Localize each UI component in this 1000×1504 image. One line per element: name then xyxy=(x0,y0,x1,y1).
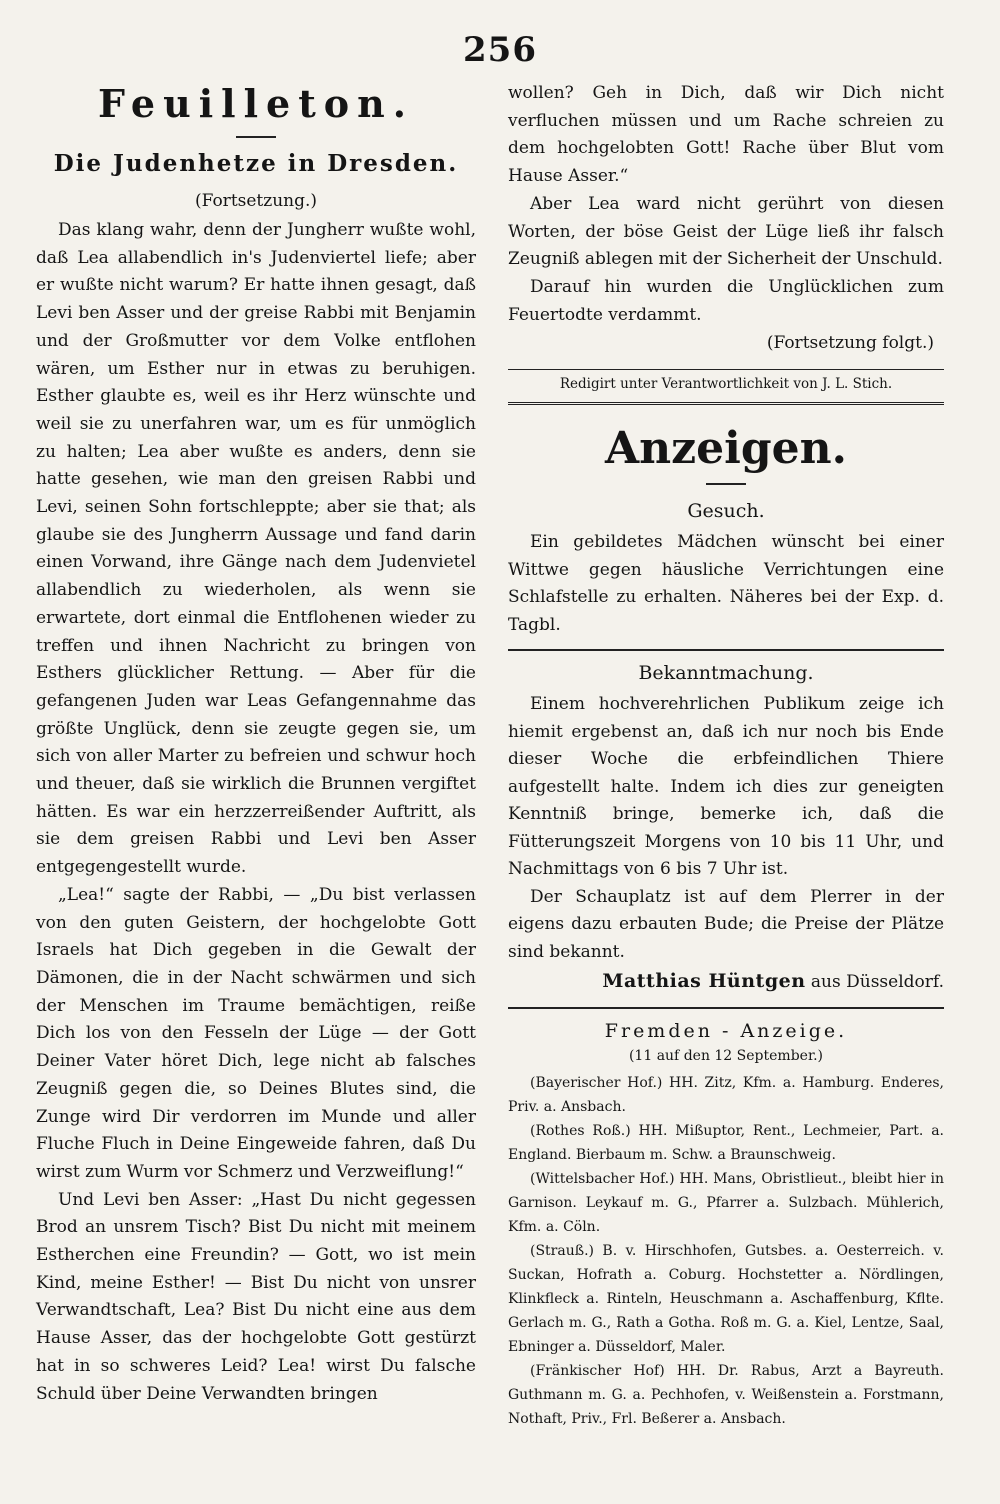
article-paragraph: Darauf hin wurden die Unglücklichen zum Feuertodte verdammt. xyxy=(508,276,944,325)
signature-place: aus Düsseldorf. xyxy=(810,972,944,993)
continued-note: (Fortsetzung.) xyxy=(194,191,318,211)
left-column xyxy=(36,80,476,1408)
bekanntmachung-title: Bekanntmachung. xyxy=(638,662,814,685)
signature-name: Matthias Hüntgen xyxy=(602,970,806,993)
ads-heading: Anzeigen. xyxy=(605,423,847,475)
article-paragraph: „Lea!“ sagte der Rabbi, — „Du bist verlassen von den guten Geistern, der hochgelobte Gott Israels hat Dich gegeben in die Gewalt der Dämonen, die in der Nacht schwärmen und sich der Menschen im Traume bemächtigen, reiße Dich los von den Fesseln der Lüge — der Gott Deiner Vater höret Dich, lege nicht ab falsches Zeugniß gegen die, so Deines Blutes sind, die Zunge wird Dir verdorren im Munde und aller Fluche Fluch in Deine Eingeweide fahren, daß Du wirst zum Wurm vor Schmerz und Verzweiflung!“ xyxy=(36,884,476,1182)
editor-line: Redigirt unter Verantwortlichkeit von J. L. Stich. xyxy=(559,376,893,393)
fremden-subtitle: (11 auf den 12 September.) xyxy=(628,1048,824,1065)
divider xyxy=(706,483,746,485)
divider xyxy=(508,402,944,405)
divider xyxy=(236,136,276,138)
divider xyxy=(508,649,944,651)
article-title: Die Judenhetze in Dresden. xyxy=(53,150,459,177)
bekanntmachung-text: Der Schauplatz ist auf dem Plerrer in der eigens dazu erbauten Bude; die Preise der Plätze sind bekannt. xyxy=(508,886,944,962)
gesuch-text: Ein gebildetes Mädchen wünscht bei einer Wittwe gegen häusliche Verrichtungen eine Schlafstelle zu erhalten. Näheres bei der Exp. d. Tagbl. xyxy=(508,532,944,635)
article-paragraph: Das klang wahr, denn der Jungherr wußte wohl, daß Lea allabendlich in's Judenviertel liefe; aber er wußte nicht warum? Er hatte ihnen gesagt, daß Levi ben Asser und der greise Rabbi mit Benjamin und der Großmutter vor dem Volke entflohen wären, um Esther nur in etwas zu beruhigen. Esther glaubte es, weil es ihr Herz wünschte und weil sie zu unerfahren war, um es für unmöglich zu halten; Lea aber wußte es anders, denn sie hatte gesehen, wie man den greisen Rabbi und Levi, seinen Sohn fortschleppte; aber sie that; als glaube sie des Jungherrn Aussage und fand darin einen Vorwand, ihre Gänge nach dem Judenvietel allabendlich zu wiederholen, als wenn sie erwartete, dort einmal die Entflohenen wieder zu treffen und ihnen Nachricht zu bringen von Esthers glücklicher Rettung. — Aber für die gefangenen Juden war Leas Gefangennahme das größte Unglück, denn sie zeugte gegen sie, um sich von aller Marter zu befreien und schwur hoch und theuer, daß sie wirklich die Brunnen vergiftet hätten. Es war ein herzzerreißender Auftritt, als sie dem greisen Rabbi und Levi ben Asser entgegengestellt wurde. xyxy=(36,220,476,878)
fremden-entry: (Wittelsbacher Hof.) HH. Mans, Obristlieut., bleibt hier in Garnison. Leykauf m. G., Pfarrer a. Sulzbach. Mühlerich, Kfm. a. Cöln. xyxy=(508,1171,944,1236)
divider xyxy=(508,369,944,370)
fremden-entry: (Fränkischer Hof) HH. Dr. Rabus, Arzt a Bayreuth. Guthmann m. G. a. Pechhofen, v. Weißenstein a. Forstmann, Nothaft, Priv., Frl. Beßerer a. Ansbach. xyxy=(508,1363,944,1428)
feuilleton-heading: Feuilleton. xyxy=(98,81,414,126)
article-paragraph: Und Levi ben Asser: „Hast Du nicht gegessen Brod an unsrem Tisch? Bist Du nicht mit meinem Estherchen eine Freundin? — Gott, wo ist mein Kind, meine Esther! — Bist Du nicht von unsrer Verwandtschaft, Lea? Bist Du nicht eine aus dem Hause Asser, das der hochgelobte Gott gestürzt hat in so schweres Leid? Lea! wirst Du falsche Schuld über Deine Verwandten bringen xyxy=(36,1189,476,1404)
article-paragraph: wollen? Geh in Dich, daß wir Dich nicht verfluchen müssen und um Rache schreien zu dem hochgelobten Gott! Rache über Blut vom Hause Asser.“ xyxy=(508,83,944,187)
divider xyxy=(508,1007,944,1009)
fremden-entry: (Bayerischer Hof.) HH. Zitz, Kfm. a. Hamburg. Enderes, Priv. a. Ansbach. xyxy=(508,1075,944,1116)
to-be-continued: (Fortsetzung folgt.) xyxy=(766,333,934,354)
gesuch-title: Gesuch. xyxy=(687,500,765,523)
bekanntmachung-text: Einem hochverehrlichen Publikum zeige ich hiemit ergebenst an, daß ich nur noch bis Ende dieser Woche die erbfeindlichen Thiere aufgestellt halte. Indem ich dies zur geneigten Kenntniß bringe, bemerke ich, daß die Fütterungszeit Morgens von 10 bis 11 Uhr, und Nachmittags von 6 bis 7 Uhr ist. xyxy=(508,694,944,880)
signature xyxy=(508,966,944,997)
right-column xyxy=(508,80,944,1431)
article-paragraph: Aber Lea ward nicht gerührt von diesen Worten, der böse Geist der Lüge ließ ihr falsch Zeugniß ablegen mit der Sicherheit der Unschuld. xyxy=(508,193,944,270)
page-number: 256 xyxy=(463,30,537,70)
fremden-entry: (Strauß.) B. v. Hirschhofen, Gutsbes. a. Oesterreich. v. Suckan, Hofrath a. Coburg. Hochstetter a. Nördlingen, Klinkfleck a. Rinteln, Heuschmann a. Aschaffenburg, Kflte. Gerlach m. G., Rath a Gotha. Roß m. G. a. Kiel, Lentze, Saal, Ebninger a. Düsseldorf, Maler. xyxy=(508,1243,944,1356)
fremden-entry: (Rothes Roß.) HH. Mißuptor, Rent., Lechmeier, Part. a. England. Bierbaum m. Schw. a Braunschweig. xyxy=(508,1123,944,1164)
fremden-title: Fremden - Anzeige. xyxy=(604,1020,848,1043)
